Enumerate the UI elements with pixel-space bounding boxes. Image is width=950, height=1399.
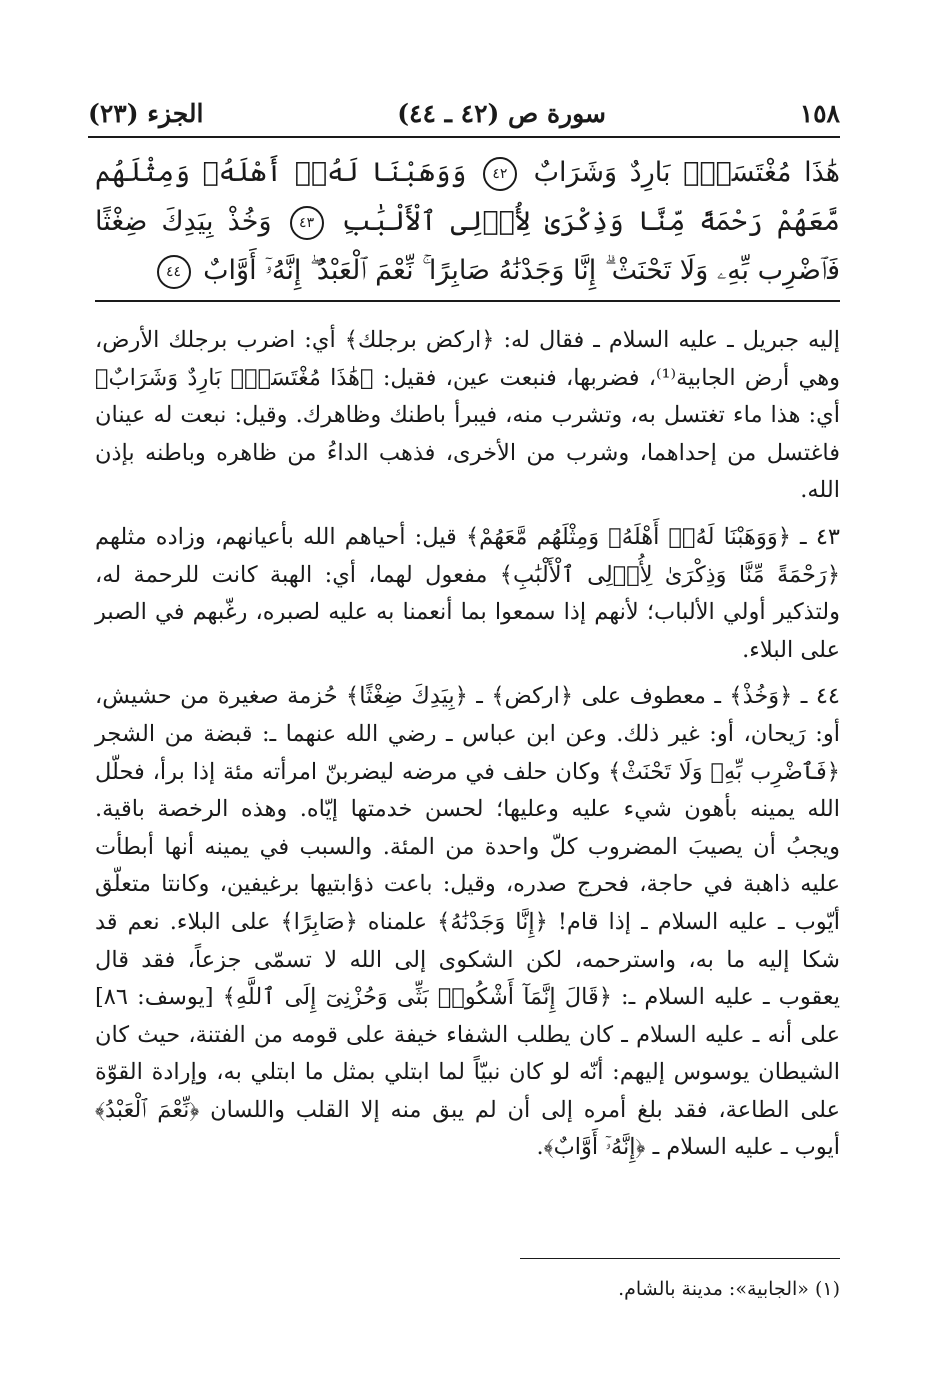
verses-divider [95, 300, 840, 302]
commentary-paragraph: إليه جبريل ـ عليه السلام ـ فقال له: ﴿اركض برجلك﴾ أي: اضرب برجلك الأرض، وهي أرض الجابية⁽¹⁾، فضربها، فنبعت عين، فقيل: ﴿هَٰذَا مُغْتَسَلُۢ بَارِدٌ وَشَرَابٌ﴾ أي: هذا ماء تغتسل به، وتشرب منه، فيبرأ باطنك وظاهرك. وقيل: نبعت له عينان فاغتسل من إحداهما، وشرب من الأخرى، فذهب الداءُ من ظاهره وباطنه بإذن الله. [95, 327, 840, 504]
juz-label: الجزء (٢٣) [88, 99, 204, 128]
header-divider [88, 136, 840, 138]
ayah-marker-icon: ٤٣ [290, 206, 324, 240]
commentary-paragraph: ٤٣ ـ ﴿وَوَهَبْنَا لَهُۥٓ أَهْلَهُۥ وَمِثْلَهُم مَّعَهُمْ﴾ قيل: أحياهم الله بأعيانهم، وزاده مثلهم ﴿رَحْمَةً مِّنَّا وَذِكْرَىٰ لِأُو۟لِى ٱلْأَلْبَٰبِ﴾ مفعول لهما، أي: الهبة كانت للرحمة له، ولتذكير أولي الألباب؛ لأنهم إذا سمعوا بما أنعمنا به عليه لصبره، رغّبهم في الصبر على البلاء. [95, 523, 840, 663]
verse-44: وَخُذْ بِيَدِكَ ضِغْثًا فَٱضْرِب بِّهِۦ وَلَا تَحْنَثْ ۗ إِنَّا وَجَدْنَٰهُ صَابِرًا ۚ نِّعْمَ ٱلْعَبْدُ ۖ إِنَّهُۥٓ أَوَّابٌ [95, 206, 840, 286]
quran-verses [95, 148, 840, 295]
surah-title: سورة ص (٤٢ ـ ٤٤) [397, 99, 606, 128]
ayah-marker-icon: ٤٢ [483, 157, 517, 191]
ayah-marker-icon: ٤٤ [157, 255, 191, 289]
verse-43: وَوَهَبْنَا لَهُۥٓ أَهْلَهُۥ وَمِثْلَهُم مَّعَهُمْ رَحْمَةً مِّنَّا وَذِكْرَىٰ لِأُو۟لِى ٱلْأَلْبَٰبِ [95, 157, 840, 237]
page-number: ١٥٨ [799, 99, 840, 128]
footnote-divider [520, 1258, 840, 1259]
verse-42: هَٰذَا مُغْتَسَلُۢ بَارِدٌ وَشَرَابٌ [533, 157, 840, 188]
page-header [88, 88, 840, 128]
commentary [95, 322, 840, 1176]
commentary-paragraph: ٤٤ ـ ﴿وَخُذْ﴾ ـ معطوف على ﴿اركض﴾ ـ ﴿بِيَدِكَ ضِغْثًا﴾ حُزمة صغيرة من حشيش، أو: رَيحان، أو: غير ذلك. وعن ابن عباس ـ رضي الله عنهما ـ: قبضة من الشجر ﴿فَٱضْرِب بِّهِۦ وَلَا تَحْنَثْ﴾ وكان حلف في مرضه ليضربنّ امرأته مئة إذا برأ، فحلّل الله يمينه بأهون شيء عليه وعليها؛ لحسن خدمتها إيّاه. وهذه الرخصة باقية. ويجبُ أن يصيبَ المضروب كلّ واحدة من المئة. والسبب في يمينه أنها أبطأت عليه ذاهبة في حاجة، فحرج صدره، وقيل: باعت ذؤابتيها برغيفين، وكانتا متعلّق أيّوب ـ عليه السلام ـ إذا قام! ﴿إِنَّا وَجَدْنَٰهُ﴾ علمناه ﴿صَابِرًا﴾ على البلاء. نعم قد شكا إليه ما به، واسترحمه، لكن الشكوى إلى الله لا تسمّى جزعاً، فقد قال يعقوب ـ عليه السلام ـ: ﴿قَالَ إِنَّمَآ أَشْكُوا۟ بَثِّى وَحُزْنِىٓ إِلَى ٱللَّهِ﴾ [يوسف: ٨٦] على أنه ـ عليه السلام ـ كان يطلب الشفاء خيفة على قومه من الفتنة، حيث كان الشيطان يوسوس إليهم: أنّه لو كان نبيّاً لما ابتلي بمثل ما ابتلي به، وإرادة القوّة على الطاعة، فقد بلغ أمره إلى أن لم يبق منه إلا القلب واللسان ﴿نِّعْمَ ٱلْعَبْدُ﴾ أيوب ـ عليه السلام ـ ﴿إِنَّهُۥٓ أَوَّابٌ﴾. [95, 683, 840, 1161]
footnote: (١) «الجابية»: مدينة بالشام. [618, 1278, 840, 1300]
